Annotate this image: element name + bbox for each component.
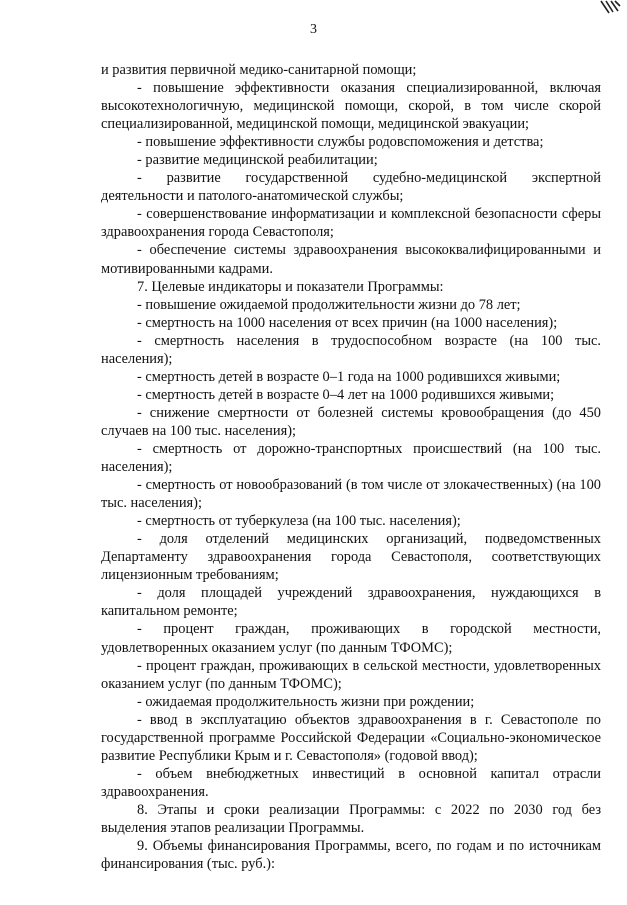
paragraph: - повышение эффективности службы родовспоможения и детства; — [137, 134, 544, 151]
paragraph: - снижение смертности от болезней системы кровообращения (до 450 случаев на 100 тыс. населения); — [101, 404, 601, 439]
page-corner-mark — [599, 0, 621, 20]
paragraph: - объем внебюджетных инвестиций в основной капитал отрасли здравоохранения. — [101, 765, 601, 800]
paragraph: - ввод в эксплуатацию объектов здравоохранения в г. Севастополе по государственной программе Российской Федерации «Социально-экономическое развитие Республики Крым и г. Севастополя» (годовой ввод); — [101, 711, 601, 764]
body-text — [101, 61, 601, 873]
paragraph: 9. Объемы финансирования Программы, всего, по годам и по источникам финансирования (тыс. руб.): — [101, 838, 601, 873]
paragraph: - повышение ожидаемой продолжительности жизни до 78 лет; — [137, 296, 521, 313]
paragraph: 7. Целевые индикаторы и показатели Программы: — [137, 278, 444, 295]
paragraph: - процент граждан, проживающих в сельской местности, удовлетворенных оказанием услуг (по данным ТФОМС); — [101, 657, 601, 692]
paragraph: - смертность от туберкулеза (на 100 тыс. населения); — [137, 513, 461, 530]
paragraph: - смертность от дорожно-транспортных происшествий (на 100 тыс. населения); — [101, 440, 601, 476]
page-number: 3 — [310, 22, 317, 37]
paragraph: - смертность на 1000 населения от всех причин (на 1000 населения); — [137, 314, 558, 331]
paragraph: - развитие медицинской реабилитации; — [137, 152, 378, 169]
paragraph: - доля площадей учреждений здравоохранения, нуждающихся в капитальном ремонте; — [101, 585, 601, 620]
paragraph: - доля отделений медицинских организаций, подведомственных Департаменту здравоохранения города Севастополя, соответствующих лицензионным требованиям; — [101, 531, 601, 584]
paragraph: - смертность детей в возрасте 0–4 лет на 1000 родившихся живыми; — [137, 386, 555, 403]
paragraph: - обеспечение системы здравоохранения высококвалифицированными и мотивированными кадрами. — [101, 242, 601, 277]
paragraph: и развития первичной медико-санитарной помощи; — [101, 62, 417, 78]
paragraph: - развитие государственной судебно-медицинской экспертной деятельности и патолого-анатомической службы; — [101, 170, 601, 205]
paragraph: 8. Этапы и сроки реализации Программы: с 2022 по 2030 год без выделения этапов реализации Программы. — [101, 801, 601, 836]
paragraph: - повышение эффективности оказания специализированной, включая высокотехнологичную, медицинской помощи, скорой, в том числе скорой специализированной, медицинской помощи, медицинской эвакуации; — [101, 80, 601, 133]
paragraph: - процент граждан, проживающих в городской местности, удовлетворенных оказанием услуг (по данным ТФОМС); — [101, 621, 601, 656]
paragraph: - ожидаемая продолжительность жизни при рождении; — [137, 693, 475, 710]
paragraph: - смертность детей в возрасте 0–1 года на 1000 родившихся живыми; — [137, 368, 561, 385]
paragraph: - смертность от новообразований (в том числе от злокачественных) (на 100 тыс. населения); — [101, 477, 601, 512]
paragraph: - совершенствование информатизации и комплексной безопасности сферы здравоохранения города Севастополя; — [101, 206, 601, 241]
paragraph: - смертность населения в трудоспособном возрасте (на 100 тыс. населения); — [101, 332, 601, 367]
